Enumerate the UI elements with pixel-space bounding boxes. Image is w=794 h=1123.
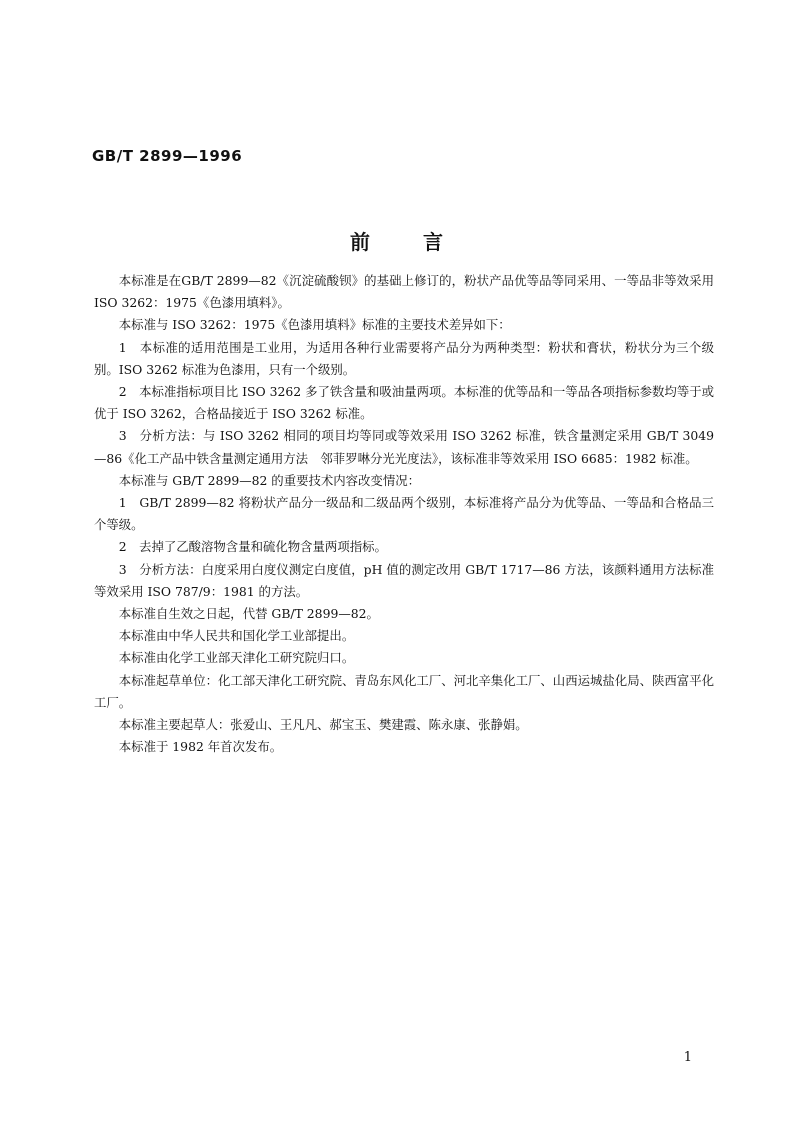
paragraph: 本标准主要起草人：张爱山、王凡凡、郝宝玉、樊建霞、陈永康、张静娟。 <box>118 717 528 733</box>
paragraph: 本标准于 1982 年首次发布。 <box>118 739 283 755</box>
paragraph: 1 GB/T 2899—82 将粉状产品分一级品和二级品两个级别，本标准将产品分为优等品、一等品和合格品三个等级。 <box>94 495 714 533</box>
page-title-char-1: 前 <box>350 230 371 254</box>
paragraph: 本标准与 ISO 3262：1975《色漆用填料》标准的主要技术差异如下： <box>118 317 511 333</box>
page-number: 1 <box>683 1050 692 1065</box>
paragraph: 3 分析方法：白度采用白度仪测定白度值，pH 值的测定改用 GB/T 1717—86 方法，该颜料通用方法标准等效采用 ISO 787/9：1981 的方法。 <box>94 561 714 599</box>
document-code: GB/T 2899—1996 <box>92 147 243 165</box>
paragraph: 本标准由化学工业部天津化工研究院归口。 <box>118 650 355 666</box>
paragraph: 本标准自生效之日起，代替 GB/T 2899—82。 <box>118 606 379 622</box>
foreword-body <box>94 270 714 758</box>
paragraph: 2 本标准指标项目比 ISO 3262 多了铁含量和吸油量两项。本标准的优等品和一等品各项指标参数均等于或优于 ISO 3262，合格品接近于 ISO 3262 标准。 <box>94 384 714 422</box>
paragraph: 1 本标准的适用范围是工业用，为适用各种行业需要将产品分为两种类型：粉状和膏状，粉状分为三个级别。ISO 3262 标准为色漆用，只有一个级别。 <box>94 339 714 377</box>
paragraph: 本标准与 GB/T 2899—82 的重要技术内容改变情况： <box>118 472 420 488</box>
paragraph: 本标准起草单位：化工部天津化工研究院、青岛东风化工厂、河北辛集化工厂、山西运城盐化局、陕西富平化工厂。 <box>94 672 714 710</box>
paragraph: 本标准由中华人民共和国化学工业部提出。 <box>118 628 355 644</box>
paragraph: 3 分析方法：与 ISO 3262 相同的项目均等同或等效采用 ISO 3262 标准，铁含量测定采用 GB/T 3049—86《化工产品中铁含量测定通用方法 邻菲罗啉分光光度法》，该标准非等效采用 ISO 6685：1982 标准。 <box>94 428 714 466</box>
page-title <box>0 226 794 255</box>
paragraph: 2 去掉了乙酸溶物含量和硫化物含量两项指标。 <box>118 539 387 555</box>
page-title-char-2: 言 <box>423 230 444 254</box>
paragraph: 本标准是在GB/T 2899—82《沉淀硫酸钡》的基础上修订的，粉状产品优等品等同采用、一等品非等效采用 ISO 3262：1975《色漆用填料》。 <box>94 273 714 311</box>
